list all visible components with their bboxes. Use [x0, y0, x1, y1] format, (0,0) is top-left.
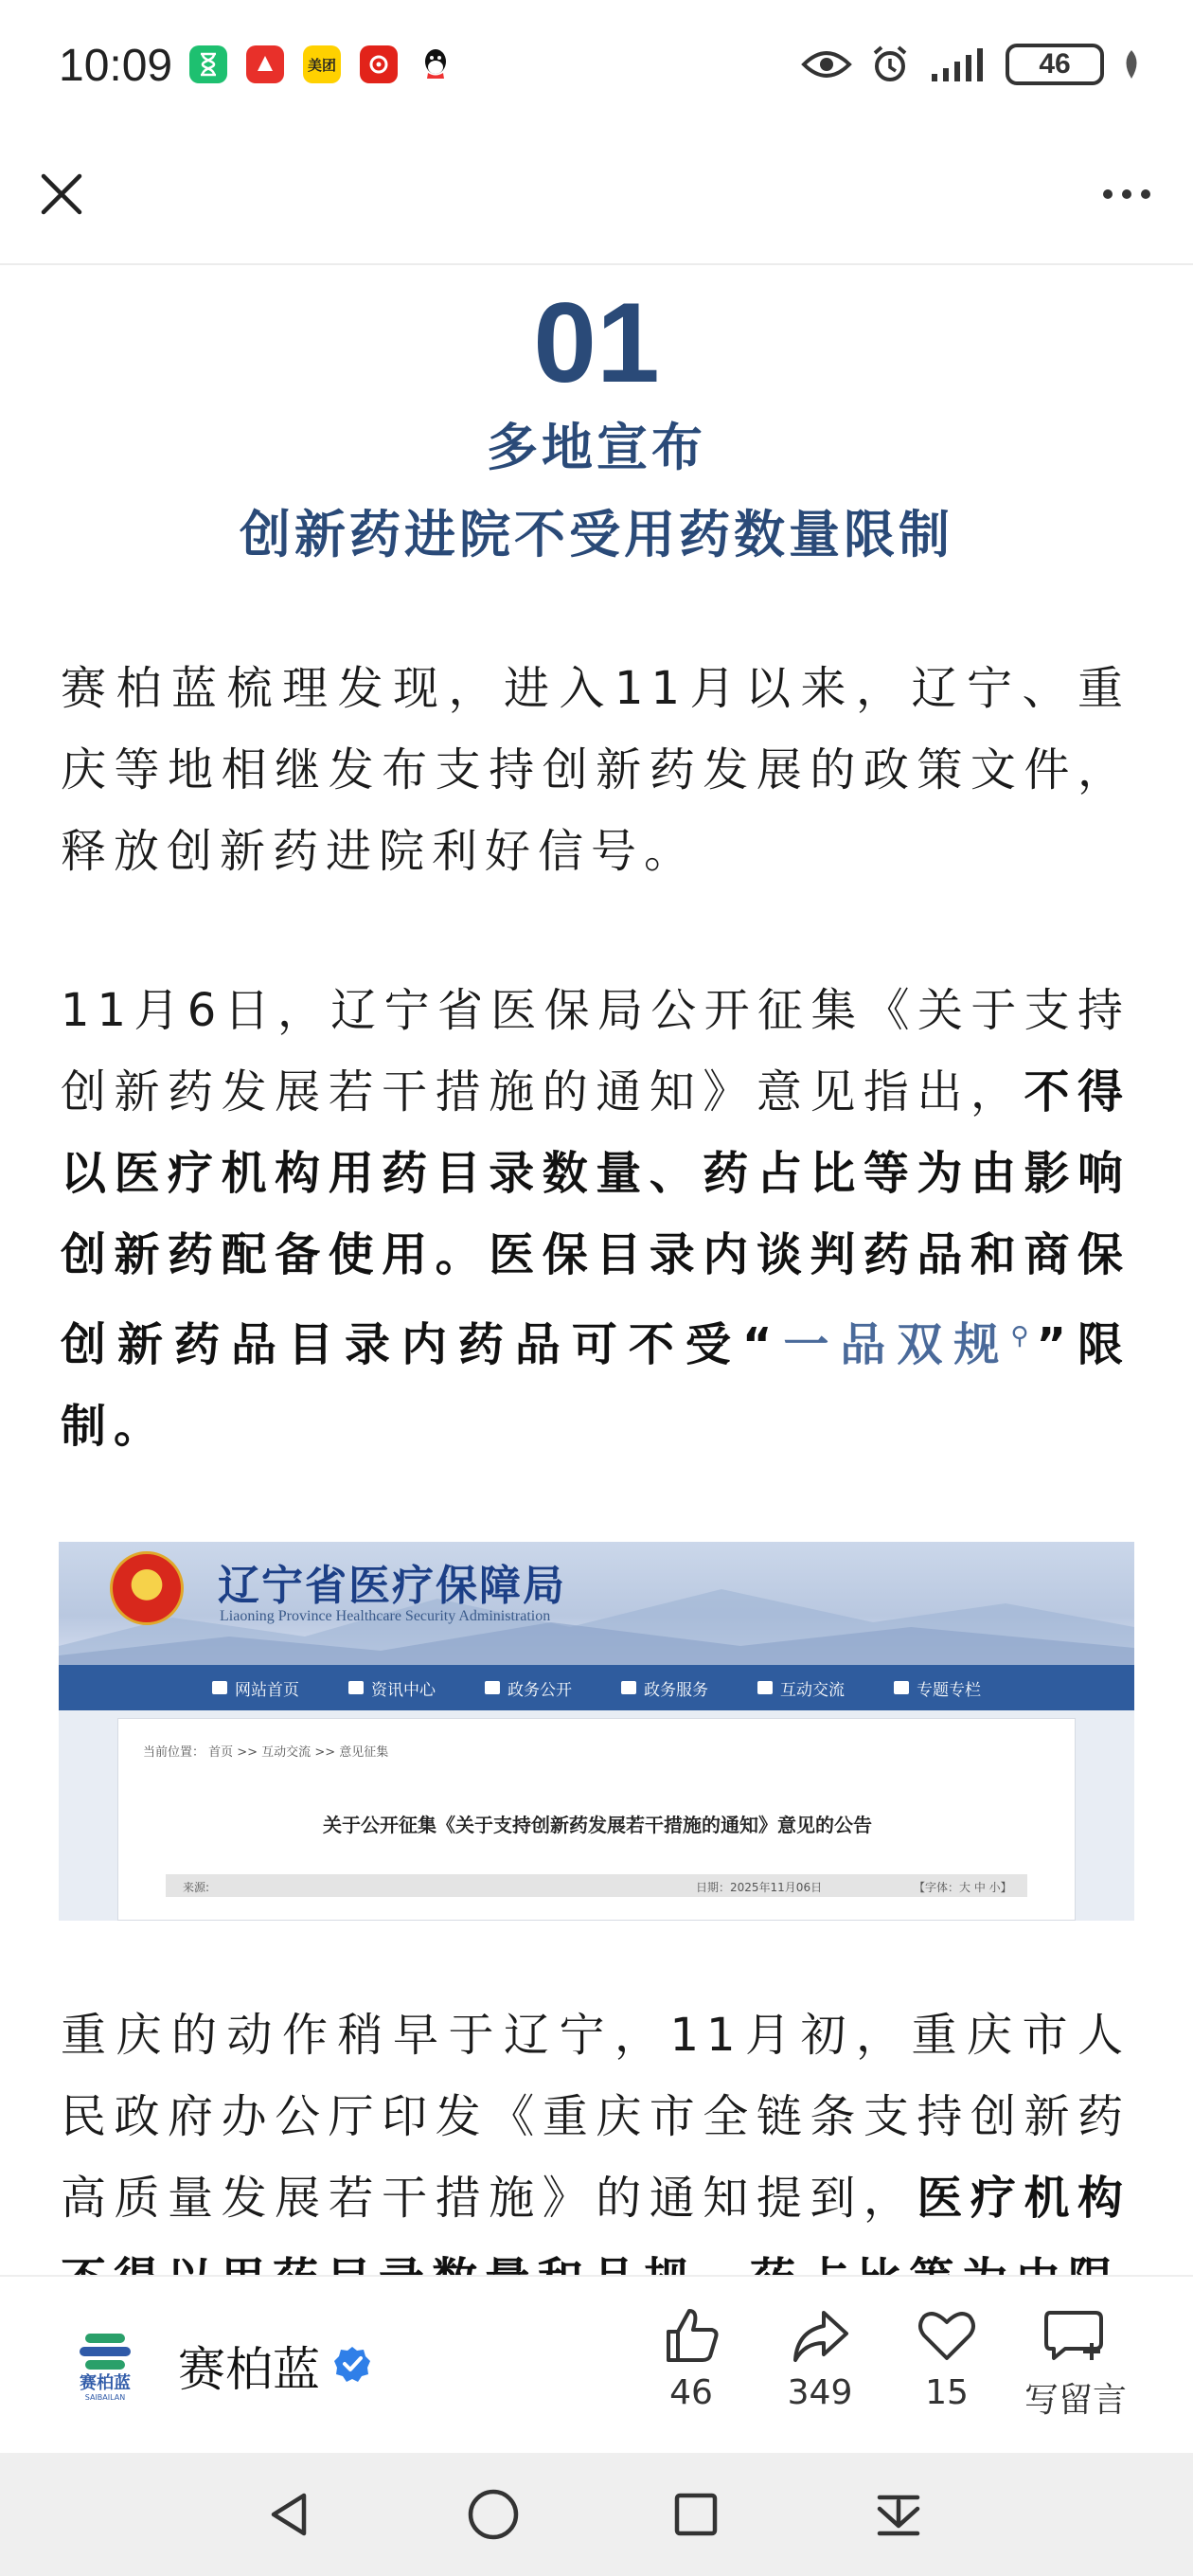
paragraph-chongqing	[61, 1995, 1131, 2320]
paragraph-bold-text-end: ”限制。	[61, 1318, 1131, 1453]
embedded-website-screenshot[interactable]	[59, 1542, 1134, 1921]
embed-nav-item	[757, 1676, 845, 1700]
book-icon	[348, 1681, 364, 1694]
comment-add-icon	[1042, 2305, 1109, 2366]
paragraph-intro: 赛柏蓝梳理发现，进入11月以来，辽宁、重庆等地相继发布支持创新药发展的政策文件，释放创新药进院利好信号。	[61, 662, 1131, 878]
status-bar	[0, 0, 1193, 133]
battery-indicator: 46	[1006, 44, 1104, 85]
notification-shade-button[interactable]	[865, 2481, 932, 2548]
more-options-button[interactable]	[1089, 161, 1165, 227]
embed-nav-item	[485, 1676, 572, 1700]
embed-body	[59, 1710, 1134, 1921]
national-emblem-icon	[110, 1551, 184, 1625]
pull-down-icon	[872, 2488, 925, 2541]
section-title-line2: 创新药进院不受用药数量限制	[240, 505, 953, 564]
comment-button[interactable]	[1009, 2305, 1142, 2422]
share-button[interactable]	[754, 2305, 886, 2412]
leaf-icon	[1121, 48, 1142, 80]
embed-nav-label: 互动交流	[780, 1680, 845, 1700]
home-circle-icon	[465, 2486, 522, 2543]
account-logo[interactable]	[66, 2330, 144, 2402]
home-button[interactable]	[460, 2481, 526, 2548]
paragraph-text: 重庆的动作稍早于辽宁，11月初，重庆市人民政府办公厅印发《重庆市全链条支持创新药高质量发展若干措施》的通知提到，	[61, 2009, 1131, 2225]
embed-nav-bar	[59, 1665, 1134, 1710]
thumbs-up-icon	[661, 2305, 721, 2366]
logo-text: 赛柏蓝	[80, 2373, 131, 2393]
section-title-line1: 多地宣布	[487, 418, 706, 477]
search-icon[interactable]: ⚲	[1010, 1322, 1037, 1351]
gov-icon	[485, 1681, 500, 1694]
embed-nav-item	[348, 1676, 436, 1700]
recents-button[interactable]	[663, 2481, 729, 2548]
paragraph-bold-text: 不得以医疗机构用药目录数量、药占比等为由影响创新药配备使用。医保目录内谈判药品和商保创新药品目录内药品可不受“	[61, 1065, 1131, 1371]
more-dot-icon	[1103, 189, 1113, 199]
embed-notice-card	[117, 1718, 1076, 1921]
close-button[interactable]	[28, 161, 95, 227]
like-button[interactable]	[625, 2305, 757, 2412]
embed-nav-item	[212, 1676, 299, 1700]
status-time: 10:09	[59, 41, 173, 91]
message-icon	[757, 1681, 773, 1694]
embed-nav-label: 专题专栏	[917, 1680, 981, 1700]
share-count: 349	[787, 2373, 853, 2412]
embed-breadcrumb: 当前位置： 首页 >> 互动交流 >> 意见征集	[143, 1745, 389, 1760]
back-triangle-icon	[264, 2488, 317, 2541]
section-number: 01	[533, 279, 660, 406]
column-icon	[894, 1681, 909, 1694]
top-nav-bar	[0, 133, 1193, 265]
back-button[interactable]	[258, 2481, 324, 2548]
recents-square-icon	[669, 2488, 722, 2541]
embed-banner	[59, 1542, 1134, 1665]
account-name[interactable]: 赛柏蓝	[178, 2342, 320, 2397]
more-dot-icon	[1141, 189, 1150, 199]
red-app-icon	[246, 45, 284, 83]
notification-app-icons	[189, 45, 454, 83]
favorite-count: 15	[925, 2373, 969, 2412]
embed-date: 日期：2025年11月06日	[696, 1881, 823, 1894]
paragraph-text: 11月6日，辽宁省医保局公开征集《关于支持创新药发展若干措施的通知》意见指出，	[61, 984, 1131, 1118]
more-dot-icon	[1122, 189, 1131, 199]
netease-music-app-icon	[360, 45, 398, 83]
embed-nav-item	[621, 1676, 708, 1700]
embed-site-title: 辽宁省医疗保障局	[218, 1562, 566, 1610]
embed-nav-label: 网站首页	[235, 1680, 299, 1700]
embed-nav-label: 政务服务	[644, 1680, 708, 1700]
comment-label: 写留言	[1024, 2381, 1127, 2420]
signal-icon	[928, 45, 988, 83]
embed-nav-item	[894, 1676, 981, 1700]
paragraph-bold-text: 医疗机构	[917, 2172, 1131, 2225]
heart-icon	[917, 2305, 977, 2366]
embed-font-size: 【字体：大 中 小】	[914, 1881, 1012, 1894]
embed-headline: 关于公开征集《关于支持创新药发展若干措施的通知》意见的公告	[323, 1814, 872, 1836]
keyword-link[interactable]: 一品双规	[779, 1318, 1011, 1371]
saibailan-logo-icon	[66, 2330, 144, 2402]
system-navigation-bar	[0, 2453, 1193, 2576]
qq-app-icon	[417, 45, 454, 83]
system-status-icons	[801, 44, 1142, 85]
hourglass-app-icon	[189, 45, 227, 83]
like-count: 46	[669, 2373, 713, 2412]
article-content[interactable]	[0, 267, 1193, 2275]
service-icon	[621, 1681, 636, 1694]
embed-source: 来源:	[183, 1881, 210, 1894]
verified-badge-icon	[333, 2345, 371, 2383]
logo-subtext: SAIBAILAN	[84, 2393, 126, 2402]
alarm-icon	[869, 44, 911, 85]
bottom-action-bar	[0, 2275, 1193, 2451]
embed-nav-label: 政务公开	[507, 1680, 572, 1700]
share-icon	[790, 2305, 850, 2366]
favorite-button[interactable]	[881, 2305, 1013, 2412]
meituan-app-icon: 美团	[303, 45, 341, 83]
paragraph-liaoning	[61, 970, 1131, 1467]
embed-meta-bar	[166, 1874, 1027, 1897]
home-icon	[212, 1681, 227, 1694]
embed-site-subtitle: Liaoning Province Healthcare Security Administration	[220, 1608, 551, 1624]
close-icon	[40, 172, 83, 216]
eye-icon	[801, 47, 852, 81]
embed-nav-label: 资讯中心	[371, 1680, 436, 1700]
